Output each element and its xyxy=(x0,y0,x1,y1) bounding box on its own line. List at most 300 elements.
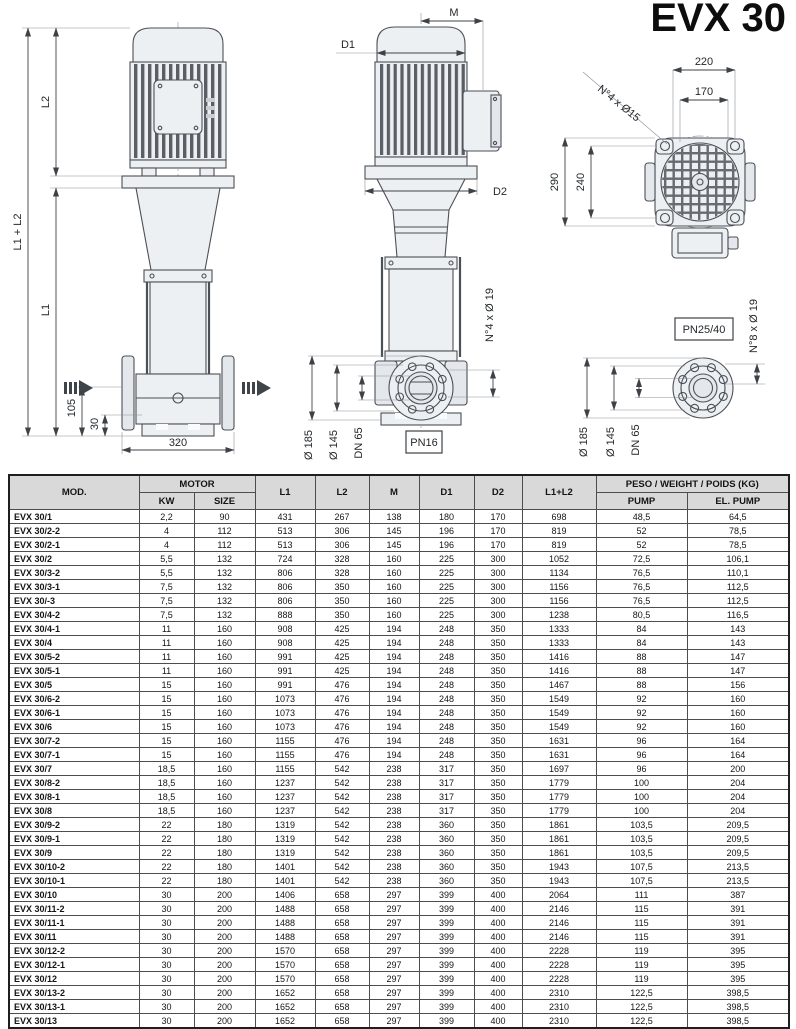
header-pump: PUMP xyxy=(596,493,687,510)
cell-value: 658 xyxy=(315,972,369,986)
table-row xyxy=(9,790,789,804)
cell-value: 2310 xyxy=(522,986,596,1000)
table-row xyxy=(9,524,789,538)
cell-value: 425 xyxy=(315,664,369,678)
cell-value: 300 xyxy=(474,552,522,566)
cell-value: 2,2 xyxy=(139,510,194,524)
dim-label-240: 240 xyxy=(575,172,587,192)
cell-value: 1570 xyxy=(255,958,315,972)
cell-value: 194 xyxy=(369,678,419,692)
cell-value: 400 xyxy=(474,1014,522,1029)
cell-value: 156 xyxy=(687,678,789,692)
header-size: SIZE xyxy=(194,493,255,510)
cell-value: 76,5 xyxy=(596,580,687,594)
cell-value: 164 xyxy=(687,748,789,762)
cell-value: 400 xyxy=(474,902,522,916)
cell-value: 194 xyxy=(369,720,419,734)
cell-model: EVX 30/13-2 xyxy=(9,986,139,1000)
cell-value: 5,5 xyxy=(139,552,194,566)
cell-value: 391 xyxy=(687,916,789,930)
cell-value: 238 xyxy=(369,818,419,832)
table-row xyxy=(9,986,789,1000)
cell-value: 30 xyxy=(139,930,194,944)
cell-value: 1488 xyxy=(255,930,315,944)
pump-front-outline xyxy=(122,22,234,442)
table-row xyxy=(9,804,789,818)
cell-value: 306 xyxy=(315,524,369,538)
pn16-label: PN16 xyxy=(410,437,438,449)
cell-value: 400 xyxy=(474,986,522,1000)
cell-value: 542 xyxy=(315,860,369,874)
cell-value: 52 xyxy=(596,524,687,538)
cell-value: 200 xyxy=(194,930,255,944)
table-body xyxy=(9,510,789,1029)
cell-value: 360 xyxy=(419,832,474,846)
cell-model: EVX 30/9-1 xyxy=(9,832,139,846)
table-row xyxy=(9,776,789,790)
cell-value: 297 xyxy=(369,902,419,916)
cell-value: 200 xyxy=(194,972,255,986)
cell-value: 160 xyxy=(369,608,419,622)
cell-value: 328 xyxy=(315,552,369,566)
cell-value: 1155 xyxy=(255,762,315,776)
cell-value: 297 xyxy=(369,944,419,958)
cell-model: EVX 30/3-1 xyxy=(9,580,139,594)
cell-value: 196 xyxy=(419,524,474,538)
cell-value: 425 xyxy=(315,622,369,636)
cell-value: 2064 xyxy=(522,888,596,902)
cell-model: EVX 30/8-1 xyxy=(9,790,139,804)
cell-value: 819 xyxy=(522,538,596,552)
cell-value: 145 xyxy=(369,538,419,552)
cell-value: 248 xyxy=(419,748,474,762)
side-view-drawing xyxy=(278,5,528,467)
cell-value: 238 xyxy=(369,846,419,860)
cell-value: 18,5 xyxy=(139,762,194,776)
cell-value: 991 xyxy=(255,678,315,692)
cell-value: 542 xyxy=(315,818,369,832)
cell-value: 52 xyxy=(596,538,687,552)
cell-value: 1697 xyxy=(522,762,596,776)
cell-value: 160 xyxy=(369,580,419,594)
cell-value: 317 xyxy=(419,762,474,776)
dim-label-l2: L2 xyxy=(40,95,52,109)
cell-value: 991 xyxy=(255,664,315,678)
cell-value: 399 xyxy=(419,958,474,972)
cell-value: 1861 xyxy=(522,818,596,832)
cell-value: 248 xyxy=(419,650,474,664)
cell-value: 160 xyxy=(194,790,255,804)
cell-value: 1652 xyxy=(255,1014,315,1029)
cell-value: 5,5 xyxy=(139,566,194,580)
cell-value: 400 xyxy=(474,972,522,986)
cell-value: 225 xyxy=(419,608,474,622)
cell-value: 658 xyxy=(315,888,369,902)
cell-value: 399 xyxy=(419,986,474,1000)
cell-value: 431 xyxy=(255,510,315,524)
cell-value: 112 xyxy=(194,538,255,552)
dim-label-105: 105 xyxy=(66,398,78,418)
header-l1: L1 xyxy=(255,475,315,510)
table-row xyxy=(9,608,789,622)
cell-value: 164 xyxy=(687,734,789,748)
cell-value: 180 xyxy=(194,846,255,860)
cell-value: 80,5 xyxy=(596,608,687,622)
cell-value: 476 xyxy=(315,748,369,762)
cell-value: 15 xyxy=(139,678,194,692)
cell-value: 658 xyxy=(315,902,369,916)
cell-model: EVX 30/3-2 xyxy=(9,566,139,580)
table-row xyxy=(9,580,789,594)
page-title: EVX 30 xyxy=(650,0,786,40)
table-header xyxy=(9,475,789,510)
cell-model: EVX 30/2-2 xyxy=(9,524,139,538)
cell-value: 300 xyxy=(474,566,522,580)
cell-value: 1134 xyxy=(522,566,596,580)
cell-value: 238 xyxy=(369,776,419,790)
cell-model: EVX 30/13-1 xyxy=(9,1000,139,1014)
cell-value: 110,1 xyxy=(687,566,789,580)
cell-model: EVX 30/10-2 xyxy=(9,860,139,874)
cell-value: 658 xyxy=(315,986,369,1000)
cell-value: 1237 xyxy=(255,776,315,790)
cell-value: 400 xyxy=(474,944,522,958)
table-row xyxy=(9,846,789,860)
table-row xyxy=(9,832,789,846)
table-row xyxy=(9,748,789,762)
cell-value: 132 xyxy=(194,608,255,622)
cell-value: 22 xyxy=(139,860,194,874)
cell-value: 350 xyxy=(474,832,522,846)
table-row xyxy=(9,636,789,650)
cell-value: 90 xyxy=(194,510,255,524)
cell-value: 225 xyxy=(419,552,474,566)
cell-value: 248 xyxy=(419,678,474,692)
cell-value: 425 xyxy=(315,636,369,650)
cell-value: 350 xyxy=(474,734,522,748)
dim-label-170: 170 xyxy=(694,86,714,98)
cell-value: 1333 xyxy=(522,622,596,636)
cell-value: 399 xyxy=(419,888,474,902)
cell-model: EVX 30/4-1 xyxy=(9,622,139,636)
cell-value: 15 xyxy=(139,692,194,706)
cell-value: 425 xyxy=(315,650,369,664)
cell-model: EVX 30/8 xyxy=(9,804,139,818)
cell-value: 180 xyxy=(194,832,255,846)
dim-label-290: 290 xyxy=(549,172,561,192)
cell-value: 806 xyxy=(255,566,315,580)
cell-value: 991 xyxy=(255,650,315,664)
cell-value: 7,5 xyxy=(139,594,194,608)
cell-value: 200 xyxy=(194,958,255,972)
cell-value: 119 xyxy=(596,972,687,986)
cell-value: 2228 xyxy=(522,972,596,986)
cell-value: 1406 xyxy=(255,888,315,902)
cell-value: 194 xyxy=(369,692,419,706)
cell-value: 180 xyxy=(194,860,255,874)
cell-value: 122,5 xyxy=(596,1014,687,1029)
cell-value: 350 xyxy=(474,678,522,692)
header-l1l2: L1+L2 xyxy=(522,475,596,510)
cell-value: 76,5 xyxy=(596,566,687,580)
cell-value: 147 xyxy=(687,664,789,678)
table-row xyxy=(9,734,789,748)
cell-value: 400 xyxy=(474,888,522,902)
cell-value: 160 xyxy=(687,720,789,734)
cell-value: 399 xyxy=(419,902,474,916)
cell-value: 132 xyxy=(194,566,255,580)
cell-value: 160 xyxy=(687,692,789,706)
cell-value: 15 xyxy=(139,734,194,748)
cell-value: 213,5 xyxy=(687,874,789,888)
table-row xyxy=(9,650,789,664)
cell-model: EVX 30/4-2 xyxy=(9,608,139,622)
header-d1: D1 xyxy=(419,475,474,510)
cell-value: 30 xyxy=(139,958,194,972)
cell-value: 209,5 xyxy=(687,846,789,860)
cell-value: 395 xyxy=(687,972,789,986)
cell-value: 196 xyxy=(419,538,474,552)
cell-value: 160 xyxy=(194,804,255,818)
cell-value: 132 xyxy=(194,594,255,608)
cell-value: 360 xyxy=(419,874,474,888)
table-row xyxy=(9,622,789,636)
cell-value: 297 xyxy=(369,916,419,930)
cell-value: 248 xyxy=(419,706,474,720)
flange-view-dimensions xyxy=(578,299,765,457)
cell-value: 2146 xyxy=(522,902,596,916)
cell-value: 2228 xyxy=(522,944,596,958)
cell-value: 22 xyxy=(139,818,194,832)
cell-model: EVX 30/5 xyxy=(9,678,139,692)
cell-model: EVX 30/1 xyxy=(9,510,139,524)
cell-value: 15 xyxy=(139,720,194,734)
dim-label-l1-plus-l2: L1 + L2 xyxy=(12,213,24,251)
cell-value: 350 xyxy=(474,706,522,720)
front-view-drawing xyxy=(8,10,278,462)
cell-value: 160 xyxy=(194,636,255,650)
cell-value: 399 xyxy=(419,916,474,930)
cell-value: 103,5 xyxy=(596,832,687,846)
table-row xyxy=(9,944,789,958)
cell-value: 658 xyxy=(315,958,369,972)
cell-value: 1467 xyxy=(522,678,596,692)
cell-value: 400 xyxy=(474,916,522,930)
cell-model: EVX 30/7 xyxy=(9,762,139,776)
cell-value: 350 xyxy=(474,818,522,832)
cell-value: 7,5 xyxy=(139,608,194,622)
cell-value: 350 xyxy=(315,608,369,622)
cell-value: 209,5 xyxy=(687,818,789,832)
cell-value: 300 xyxy=(474,608,522,622)
cell-value: 88 xyxy=(596,664,687,678)
cell-model: EVX 30/6-1 xyxy=(9,706,139,720)
cell-value: 22 xyxy=(139,874,194,888)
cell-value: 391 xyxy=(687,930,789,944)
cell-model: EVX 30/7-2 xyxy=(9,734,139,748)
cell-value: 22 xyxy=(139,832,194,846)
cell-value: 1631 xyxy=(522,748,596,762)
cell-value: 350 xyxy=(474,664,522,678)
cell-value: 476 xyxy=(315,678,369,692)
cell-value: 103,5 xyxy=(596,818,687,832)
cell-value: 200 xyxy=(687,762,789,776)
table-row xyxy=(9,594,789,608)
cell-value: 160 xyxy=(194,622,255,636)
dim-label-bolts-4x19: N°4 x Ø 19 xyxy=(484,288,496,342)
cell-value: 350 xyxy=(474,692,522,706)
cell-value: 1861 xyxy=(522,846,596,860)
cell-value: 1156 xyxy=(522,594,596,608)
cell-value: 160 xyxy=(194,664,255,678)
cell-value: 4 xyxy=(139,538,194,552)
cell-value: 132 xyxy=(194,580,255,594)
cell-value: 22 xyxy=(139,846,194,860)
cell-value: 297 xyxy=(369,1000,419,1014)
cell-value: 2146 xyxy=(522,930,596,944)
cell-value: 360 xyxy=(419,846,474,860)
cell-value: 398,5 xyxy=(687,986,789,1000)
cell-value: 96 xyxy=(596,762,687,776)
cell-model: EVX 30/6 xyxy=(9,720,139,734)
cell-value: 225 xyxy=(419,594,474,608)
header-peso: PESO / WEIGHT / POIDS (KG) xyxy=(596,475,789,493)
cell-value: 88 xyxy=(596,650,687,664)
cell-value: 143 xyxy=(687,636,789,650)
cell-value: 1416 xyxy=(522,650,596,664)
cell-value: 248 xyxy=(419,692,474,706)
cell-value: 1073 xyxy=(255,720,315,734)
cell-value: 170 xyxy=(474,538,522,552)
header-l2: L2 xyxy=(315,475,369,510)
cell-value: 1861 xyxy=(522,832,596,846)
cell-value: 160 xyxy=(687,706,789,720)
cell-value: 100 xyxy=(596,804,687,818)
cell-model: EVX 30/9-2 xyxy=(9,818,139,832)
cell-model: EVX 30/11-2 xyxy=(9,902,139,916)
table-row xyxy=(9,972,789,986)
cell-value: 398,5 xyxy=(687,1000,789,1014)
header-kw: KW xyxy=(139,493,194,510)
cell-value: 200 xyxy=(194,902,255,916)
cell-value: 724 xyxy=(255,552,315,566)
cell-value: 180 xyxy=(194,874,255,888)
cell-value: 542 xyxy=(315,762,369,776)
cell-value: 350 xyxy=(474,846,522,860)
cell-model: EVX 30/11-1 xyxy=(9,916,139,930)
cell-value: 2310 xyxy=(522,1014,596,1029)
cell-value: 48,5 xyxy=(596,510,687,524)
cell-value: 84 xyxy=(596,636,687,650)
cell-value: 2310 xyxy=(522,1000,596,1014)
cell-value: 30 xyxy=(139,902,194,916)
cell-value: 96 xyxy=(596,734,687,748)
table-row xyxy=(9,664,789,678)
table-row xyxy=(9,1014,789,1029)
cell-value: 194 xyxy=(369,706,419,720)
cell-value: 170 xyxy=(474,510,522,524)
dim-label-diam185: Ø 185 xyxy=(303,430,315,460)
cell-value: 1652 xyxy=(255,1000,315,1014)
cell-value: 30 xyxy=(139,916,194,930)
cell-value: 658 xyxy=(315,944,369,958)
cell-value: 400 xyxy=(474,958,522,972)
cell-value: 806 xyxy=(255,594,315,608)
cell-value: 1237 xyxy=(255,790,315,804)
cell-value: 92 xyxy=(596,706,687,720)
cell-value: 160 xyxy=(194,720,255,734)
cell-value: 200 xyxy=(194,916,255,930)
cell-value: 238 xyxy=(369,832,419,846)
cell-value: 122,5 xyxy=(596,986,687,1000)
cell-value: 513 xyxy=(255,538,315,552)
cell-value: 76,5 xyxy=(596,594,687,608)
cell-value: 30 xyxy=(139,1000,194,1014)
cell-value: 112 xyxy=(194,524,255,538)
cell-value: 119 xyxy=(596,944,687,958)
cell-value: 15 xyxy=(139,748,194,762)
cell-model: EVX 30/5-1 xyxy=(9,664,139,678)
cell-value: 391 xyxy=(687,902,789,916)
cell-value: 1943 xyxy=(522,874,596,888)
cell-value: 116,5 xyxy=(687,608,789,622)
cell-value: 1238 xyxy=(522,608,596,622)
cell-value: 78,5 xyxy=(687,538,789,552)
cell-value: 908 xyxy=(255,636,315,650)
cell-value: 297 xyxy=(369,986,419,1000)
cell-value: 542 xyxy=(315,804,369,818)
table-row xyxy=(9,538,789,552)
cell-value: 476 xyxy=(315,734,369,748)
dim-label-m: M xyxy=(449,7,459,19)
table-row xyxy=(9,958,789,972)
cell-value: 306 xyxy=(315,538,369,552)
cell-value: 1155 xyxy=(255,748,315,762)
cell-value: 360 xyxy=(419,818,474,832)
cell-value: 248 xyxy=(419,720,474,734)
cell-value: 2228 xyxy=(522,958,596,972)
cell-value: 297 xyxy=(369,930,419,944)
table-row xyxy=(9,888,789,902)
cell-value: 317 xyxy=(419,790,474,804)
table-row xyxy=(9,818,789,832)
cell-value: 96 xyxy=(596,748,687,762)
cell-value: 1549 xyxy=(522,692,596,706)
cell-model: EVX 30/13 xyxy=(9,1014,139,1029)
cell-value: 92 xyxy=(596,720,687,734)
cell-value: 399 xyxy=(419,1014,474,1029)
cell-model: EVX 30/11 xyxy=(9,930,139,944)
cell-value: 658 xyxy=(315,1000,369,1014)
cell-value: 106,1 xyxy=(687,552,789,566)
cell-value: 297 xyxy=(369,972,419,986)
cell-value: 1652 xyxy=(255,986,315,1000)
cell-value: 399 xyxy=(419,1000,474,1014)
cell-value: 238 xyxy=(369,762,419,776)
cell-value: 350 xyxy=(474,776,522,790)
table-row xyxy=(9,720,789,734)
cell-value: 542 xyxy=(315,832,369,846)
cell-value: 100 xyxy=(596,790,687,804)
cell-value: 1319 xyxy=(255,832,315,846)
cell-value: 395 xyxy=(687,944,789,958)
cell-value: 350 xyxy=(474,636,522,650)
dim-label-220: 220 xyxy=(694,56,714,68)
cell-value: 1570 xyxy=(255,972,315,986)
table-row xyxy=(9,566,789,580)
cell-value: 88 xyxy=(596,678,687,692)
cell-value: 1319 xyxy=(255,846,315,860)
